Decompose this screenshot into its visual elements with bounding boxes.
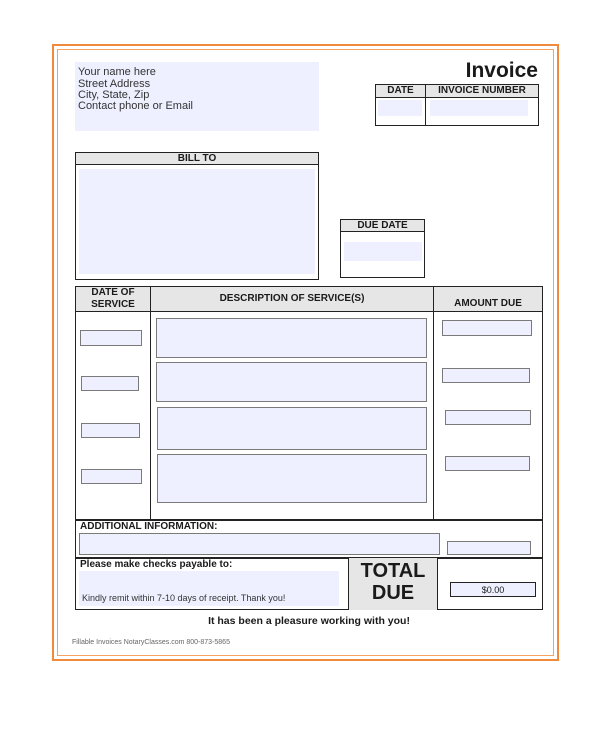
date-of-service-header: DATE OF SERVICE bbox=[75, 286, 151, 312]
sender-contact: Contact phone or Email bbox=[78, 100, 193, 112]
total-due-label-line1: TOTAL bbox=[360, 560, 426, 582]
sender-city: City, State, Zip bbox=[78, 89, 150, 101]
remit-note: Kindly remit within 7-10 days of receipt. Thank you! bbox=[82, 593, 286, 603]
sender-street: Street Address bbox=[78, 78, 151, 90]
service-date-field[interactable] bbox=[81, 469, 142, 484]
total-due-label-line2: DUE bbox=[371, 582, 415, 604]
invoice-title: Invoice bbox=[465, 59, 538, 82]
invoice-number-field[interactable] bbox=[430, 100, 528, 116]
service-date-field[interactable] bbox=[81, 423, 140, 438]
service-amount-field[interactable] bbox=[445, 456, 530, 471]
closing-message: It has been a pleasure working with you! bbox=[208, 615, 410, 627]
due-date-header: DUE DATE bbox=[340, 219, 425, 232]
service-description-field[interactable] bbox=[157, 454, 427, 503]
amount-due-header: AMOUNT DUE bbox=[433, 286, 543, 312]
service-description-field[interactable] bbox=[156, 318, 427, 358]
date-header: DATE bbox=[375, 84, 426, 98]
column-divider-2 bbox=[433, 312, 434, 520]
bill-to-field[interactable] bbox=[79, 169, 315, 274]
service-description-field[interactable] bbox=[156, 362, 427, 402]
additional-amount-field[interactable] bbox=[447, 541, 531, 555]
footer-credit: Fillable Invoices NotaryClasses.com 800-873-5865 bbox=[72, 639, 230, 646]
service-date-field[interactable] bbox=[81, 376, 139, 391]
service-description-field[interactable] bbox=[157, 407, 427, 450]
invoice-number-header: INVOICE NUMBER bbox=[425, 84, 539, 98]
payment-divider-2 bbox=[437, 558, 438, 610]
service-amount-field[interactable] bbox=[442, 320, 532, 336]
payable-to-label: Please make checks payable to: bbox=[80, 559, 233, 570]
date-field[interactable] bbox=[378, 100, 422, 116]
service-amount-field[interactable] bbox=[442, 368, 530, 383]
total-due-field[interactable]: $0.00 bbox=[450, 582, 536, 597]
due-date-field[interactable] bbox=[344, 242, 422, 261]
bill-to-header: BILL TO bbox=[75, 152, 319, 165]
sender-name: Your name here bbox=[78, 66, 156, 78]
service-date-field[interactable] bbox=[80, 330, 142, 346]
date-divider bbox=[425, 98, 426, 126]
service-amount-field[interactable] bbox=[445, 410, 531, 425]
additional-info-label: ADDITIONAL INFORMATION: bbox=[80, 521, 218, 532]
additional-info-field[interactable] bbox=[79, 533, 440, 555]
column-divider-1 bbox=[150, 312, 151, 520]
description-header: DESCRIPTION OF SERVICE(S) bbox=[150, 286, 434, 312]
